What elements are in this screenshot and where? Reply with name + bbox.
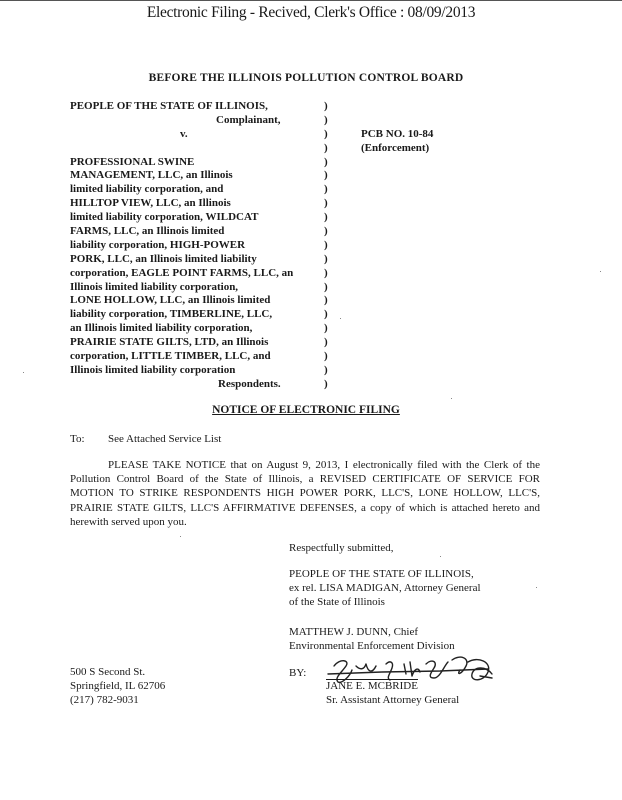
paren: ): [324, 197, 328, 210]
scan-speck: [340, 318, 341, 319]
case-type: (Enforcement): [361, 141, 430, 154]
signer-block: [326, 680, 459, 708]
signer-title: Sr. Assistant Attorney General: [326, 693, 460, 706]
caption-line: corporation, LITTLE TIMBER, LLC, and: [70, 350, 271, 363]
caption-line: PRAIRIE STATE GILTS, LTD, an Illinois: [70, 336, 269, 349]
case-number: PCB NO. 10-84: [361, 128, 434, 140]
paren: ): [324, 350, 328, 363]
chief-line: Environmental Enforcement Division: [289, 639, 455, 652]
caption-line: LONE HOLLOW, LLC, an Illinois limited: [70, 294, 271, 307]
caption-line: limited liability corporation, and: [70, 183, 224, 196]
case-number-block: [361, 128, 433, 156]
scan-speck: [440, 556, 441, 557]
scan-speck: [536, 587, 537, 588]
caption-line: HILLTOP VIEW, LLC, an Illinois: [70, 197, 231, 210]
caption-line: liability corporation, TIMBERLINE, LLC,: [70, 308, 273, 321]
signature-line: ex rel. LISA MADIGAN, Attorney General: [289, 581, 481, 594]
scan-speck: [180, 536, 181, 537]
scan-speck: [23, 372, 24, 373]
chief-block: [289, 626, 455, 654]
signature-block: [289, 568, 481, 609]
caption-line: corporation, EAGLE POINT FARMS, LLC, an: [70, 266, 294, 279]
caption-line: MANAGEMENT, LLC, an Illinois: [70, 169, 233, 182]
scan-speck: [600, 271, 601, 272]
paren: ): [324, 238, 328, 251]
caption-line: PROFESSIONAL SWINE: [70, 155, 195, 168]
caption-line: PORK, LLC, an Illinois limited liability: [70, 252, 257, 265]
address-line: (217) 782-9031: [70, 693, 139, 706]
signature-line: PEOPLE OF THE STATE OF ILLINOIS,: [289, 568, 474, 580]
to-recipient: See Attached Service List: [108, 433, 222, 445]
signature-line: of the State of Illinois: [289, 595, 385, 608]
paren: ): [324, 127, 328, 140]
paren: ): [324, 294, 328, 307]
caption-line: liability corporation, HIGH-POWER: [70, 238, 246, 251]
paren: ): [324, 322, 328, 335]
caption-line: Illinois limited liability corporation: [70, 363, 236, 376]
by-label: BY:: [289, 667, 307, 679]
caption-line: Respondents.: [218, 377, 281, 390]
address-line: Springfield, IL 62706: [70, 679, 166, 692]
paren: ): [324, 377, 328, 390]
paren: ): [324, 100, 328, 112]
notice-title: NOTICE OF ELECTRONIC FILING: [212, 404, 400, 416]
top-rule: [0, 0, 622, 1]
paren: ): [324, 169, 328, 182]
paren: ): [324, 252, 328, 265]
paren: ): [324, 266, 328, 279]
closing: Respectfully submitted,: [289, 542, 394, 554]
caption-parentheses: [324, 100, 328, 392]
paren: ): [324, 225, 328, 238]
paren: ): [324, 363, 328, 376]
signer-name: JANE E. MCBRIDE: [326, 680, 418, 692]
caption-line: FARMS, LLC, an Illinois limited: [70, 225, 225, 238]
caption-line: limited liability corporation, WILDCAT: [70, 211, 259, 224]
paren: ): [324, 336, 328, 349]
paren: ): [324, 141, 328, 154]
paren: ): [324, 155, 328, 168]
filing-stamp: Electronic Filing - Recived, Clerk's Office : 08/09/2013: [146, 4, 476, 21]
caption-line: Complainant,: [216, 113, 281, 126]
case-caption: [70, 100, 293, 392]
scan-speck: [451, 398, 452, 399]
paren: ): [324, 308, 328, 321]
caption-line: PEOPLE OF THE STATE OF ILLINOIS,: [70, 100, 268, 112]
to-label: To:: [70, 433, 85, 445]
paren: ): [324, 183, 328, 196]
caption-line: an Illinois limited liability corporation,: [70, 322, 253, 335]
paren: ): [324, 280, 328, 293]
caption-line: [70, 142, 293, 156]
caption-line: Illinois limited liability corporation,: [70, 280, 239, 293]
paren: ): [324, 211, 328, 224]
notice-paragraph-text: PLEASE TAKE NOTICE that on August 9, 2013, I electronically filed with the Clerk of the Pollution Control Board of the State of Illinois, a REVISED CERTIFICATE OF SERVICE FOR MOTION TO STRIKE RESPONDENTS HIGH POWER PORK, LLC'S, LONE HOLLOW, LLC'S, PRAIRIE STATE GILTS, LLC'S AFFIRMATIVE DEFENSES, a copy of which is attached hereto and herewith served upon you.: [70, 459, 540, 528]
board-heading: BEFORE THE ILLINOIS POLLUTION CONTROL BOARD: [148, 72, 464, 84]
caption-line: v.: [180, 127, 188, 140]
notice-paragraph: [70, 458, 540, 529]
paren: ): [324, 113, 328, 126]
address-block: [70, 666, 165, 707]
chief-line: MATTHEW J. DUNN, Chief: [289, 626, 419, 638]
address-line: 500 S Second St.: [70, 666, 146, 678]
